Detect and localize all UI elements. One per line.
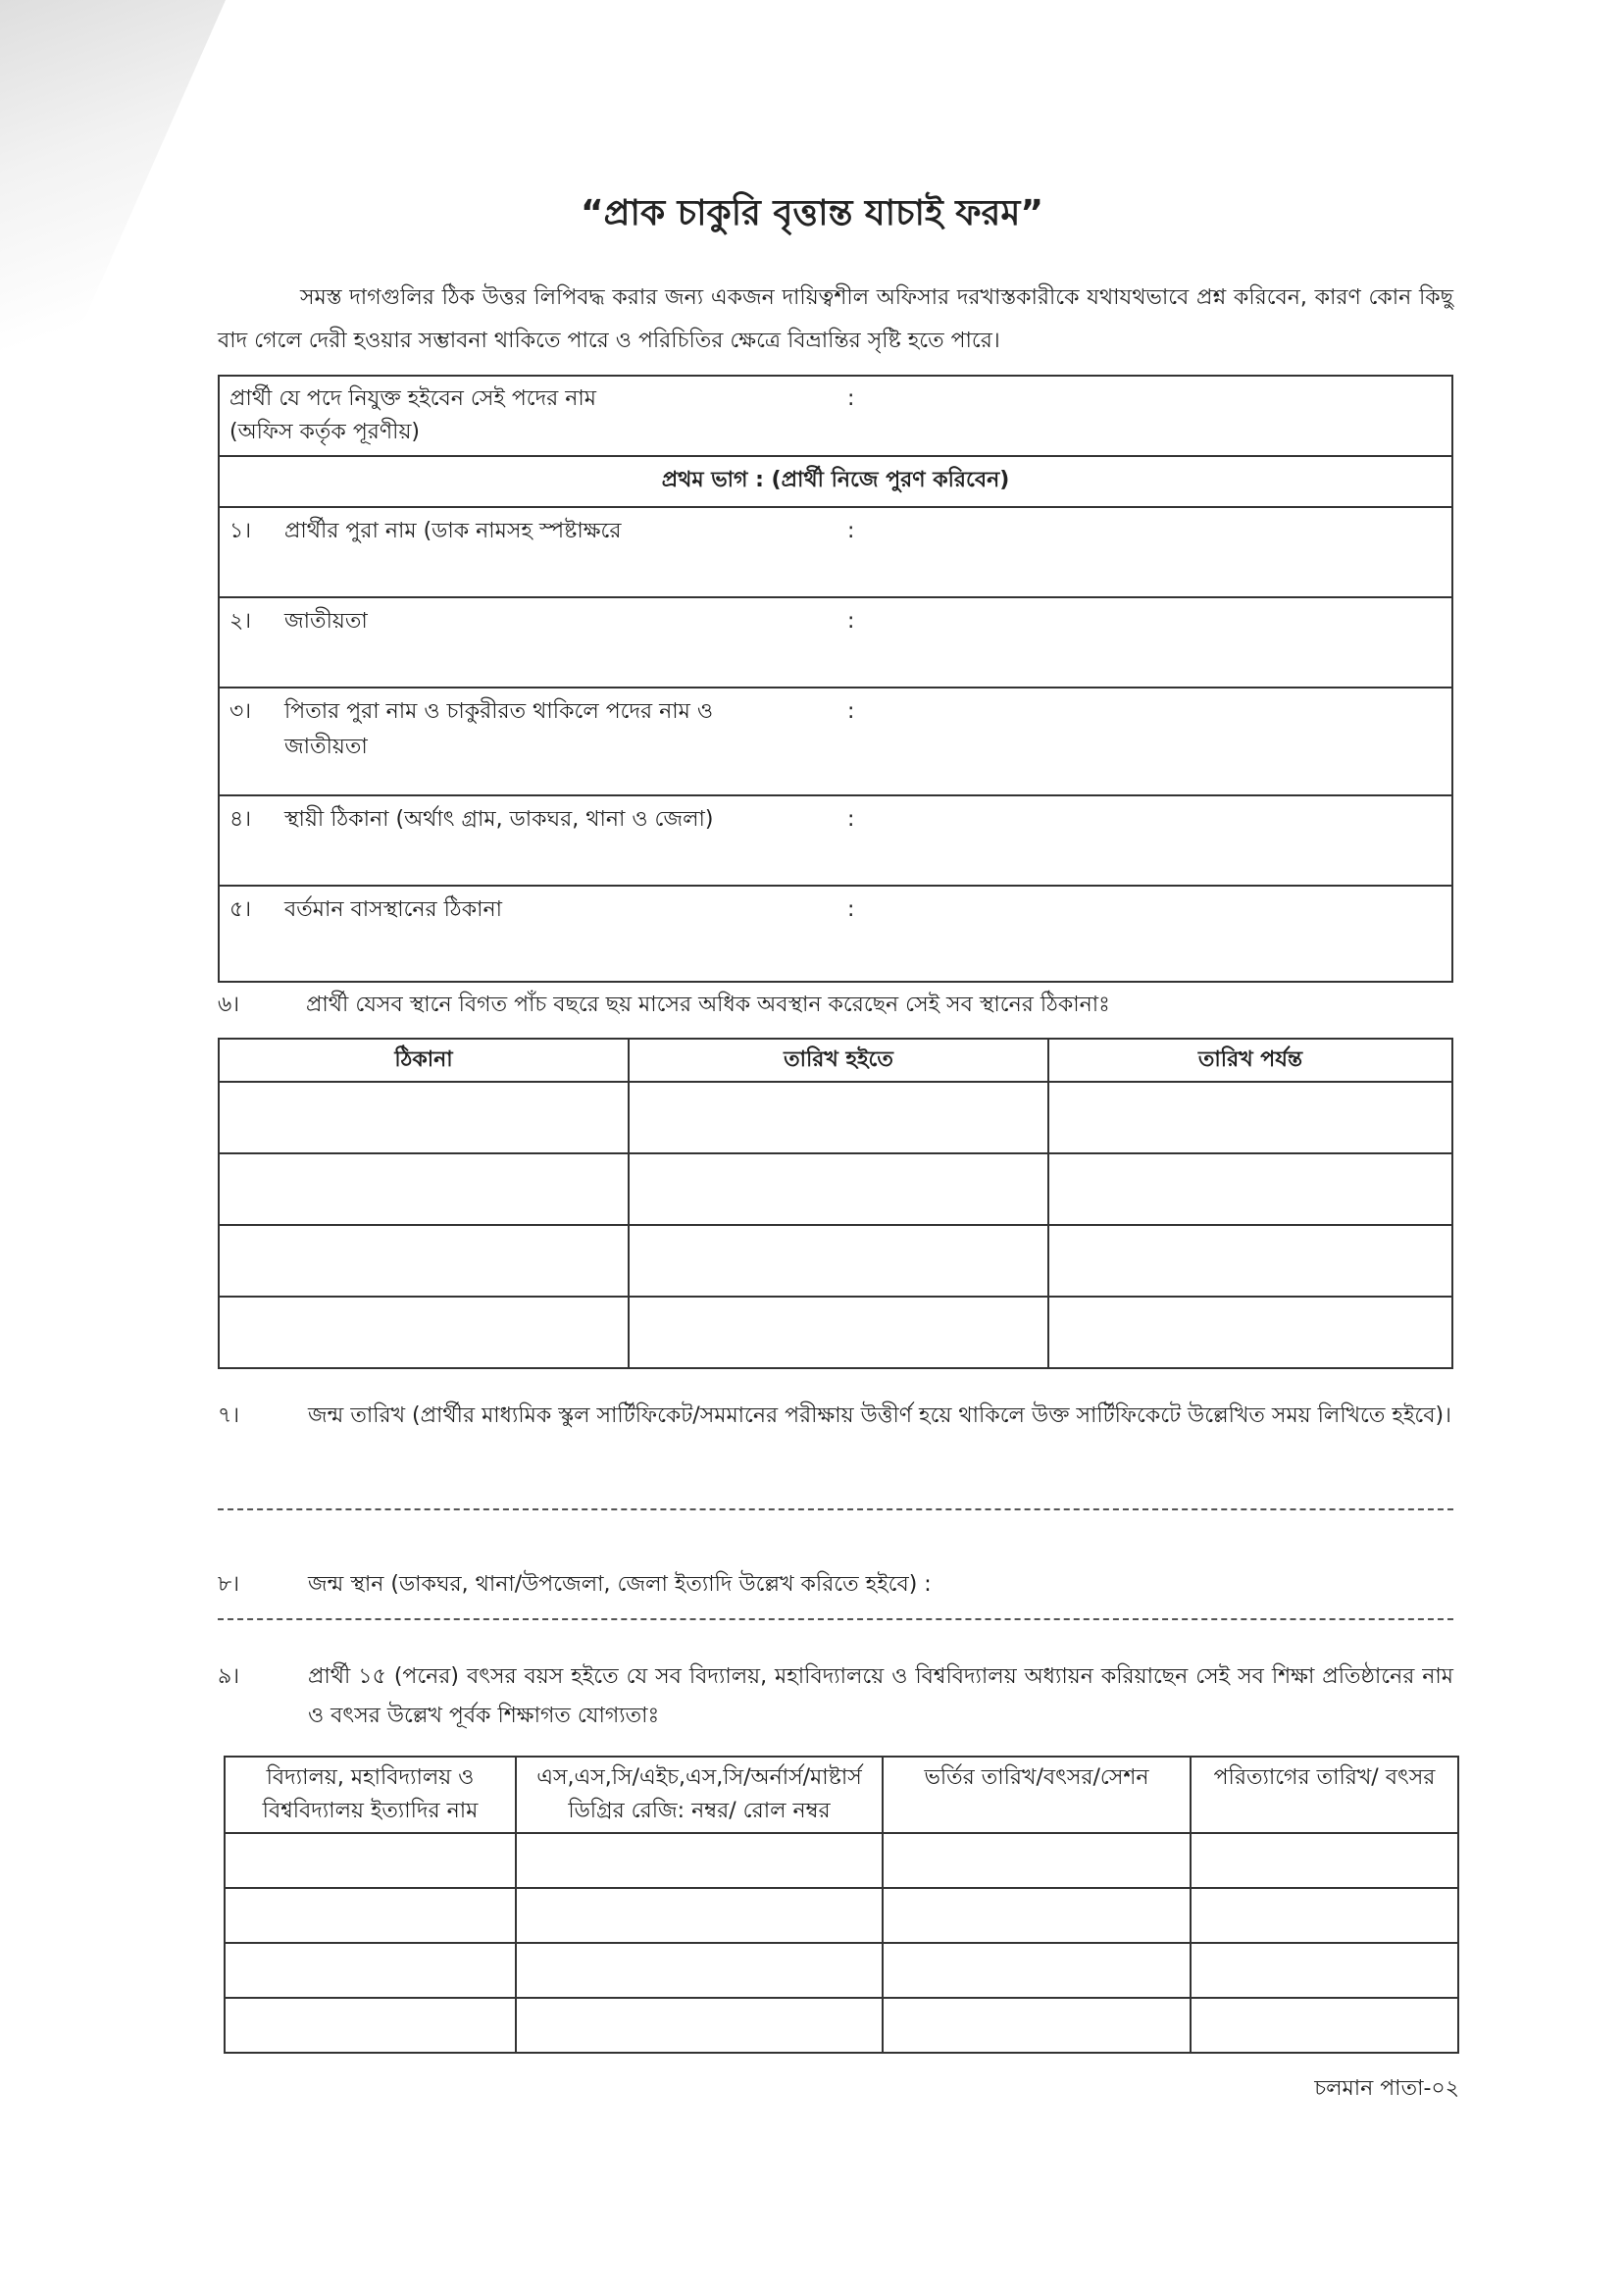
- birth-place-answer-line[interactable]: [218, 1618, 1453, 1620]
- birth-date-answer-line[interactable]: [218, 1508, 1453, 1510]
- leaving-date-cell[interactable]: [1191, 1888, 1458, 1943]
- item-number: ২।: [229, 609, 252, 634]
- date-from-cell[interactable]: [629, 1297, 1048, 1368]
- item-label: পিতার পুরা নাম ও চাকুরীরত থাকিলে পদের নাম ও জাতীয়তা: [284, 699, 714, 759]
- registration-cell[interactable]: [516, 1943, 883, 1998]
- date-to-cell[interactable]: [1048, 1297, 1452, 1368]
- table-row: [219, 1297, 1452, 1368]
- post-colon: :: [847, 386, 855, 411]
- post-label: প্রার্থী যে পদে নিযুক্ত হইবেন সেই পদের নাম: [229, 386, 596, 411]
- section-heading: প্রথম ভাগ : (প্রার্থী নিজে পুরণ করিবেন): [219, 456, 1452, 507]
- item-5-cell[interactable]: [219, 886, 1452, 982]
- page-fold-shadow: [0, 0, 226, 510]
- institution-cell[interactable]: [225, 1943, 516, 1998]
- registration-cell[interactable]: [516, 1888, 883, 1943]
- item-colon: :: [847, 519, 855, 543]
- question-number: ৭।: [218, 1403, 240, 1428]
- item-1-cell[interactable]: [219, 507, 1452, 597]
- item-colon: :: [847, 897, 855, 922]
- item-2-cell[interactable]: [219, 597, 1452, 688]
- item-number: ৫।: [229, 897, 252, 922]
- item-row: [219, 507, 1452, 597]
- item-3-cell[interactable]: [219, 688, 1452, 795]
- question-number: ৯।: [218, 1664, 240, 1689]
- item-colon: :: [847, 807, 855, 832]
- institution-cell[interactable]: [225, 1888, 516, 1943]
- date-from-cell[interactable]: [629, 1225, 1048, 1297]
- question-text: প্রার্থী ১৫ (পনের) বৎসর বয়স হইতে যে সব বিদ্যালয়, মহাবিদ্যালয়ে ও বিশ্ববিদ্যালয় অধ্যায়ন করিয়াছেন সেই সব শিক্ষা প্রতিষ্ঠানের নাম ও বৎসর উল্লেখ পূর্বক শিক্ষাগত যোগ্যতাঃ: [308, 1664, 1453, 1728]
- address-history-table: [218, 1038, 1453, 1369]
- institution-column-header: বিদ্যালয়, মহাবিদ্যালয় ও বিশ্ববিদ্যালয় ইত্যাদির নাম: [225, 1757, 516, 1833]
- table-row: [225, 1943, 1458, 1998]
- item-label: প্রার্থীর পুরা নাম (ডাক নামসহ স্পষ্টাক্ষরে: [284, 519, 622, 543]
- form-title: “প্রাক চাকুরি বৃত্তান্ত যাচাই ফরম”: [580, 193, 1043, 233]
- address-cell[interactable]: [219, 1082, 629, 1153]
- date-to-cell[interactable]: [1048, 1082, 1452, 1153]
- table-header-row: [219, 1039, 1452, 1082]
- table-row: [225, 1888, 1458, 1943]
- item-row: [219, 886, 1452, 982]
- item-row: [219, 597, 1452, 688]
- item-number: ৩।: [229, 699, 252, 724]
- table-row: [225, 1998, 1458, 2053]
- registration-column-header: এস,এস,সি/এইচ,এস,সি/অর্নার্স/মাষ্টার্স ডিগ্রির রেজি: নম্বর/ রোল নম্বর: [516, 1757, 883, 1833]
- admission-date-cell[interactable]: [883, 1888, 1191, 1943]
- question-number: ৮।: [218, 1572, 240, 1597]
- table-header-row: [225, 1757, 1458, 1833]
- question-text: জন্ম তারিখ (প্রার্থীর মাধ্যমিক স্কুল সার্টিফিকেট/সমমানের পরীক্ষায় উত্তীর্ণ হয়ে থাকিলে উক্ত সার্টিফিকেটে উল্লেখিত সময় লিখিতে হইবে)।: [308, 1403, 1451, 1428]
- date-to-column-header: তারিখ পর্যন্ত: [1048, 1039, 1452, 1082]
- date-to-cell[interactable]: [1048, 1153, 1452, 1225]
- item-label: জাতীয়তা: [284, 609, 368, 634]
- table-row: [219, 1153, 1452, 1225]
- date-to-cell[interactable]: [1048, 1225, 1452, 1297]
- leaving-date-column-header: পরিত্যাগের তারিখ/ বৎসর: [1191, 1757, 1458, 1833]
- item-number: ৪।: [229, 807, 252, 832]
- applicant-info-table: [218, 375, 1453, 983]
- date-from-cell[interactable]: [629, 1082, 1048, 1153]
- admission-date-cell[interactable]: [883, 1833, 1191, 1888]
- question-6: [218, 986, 1453, 1025]
- item-label: স্থায়ী ঠিকানা (অর্থাৎ গ্রাম, ডাকঘর, থানা ও জেলা): [284, 807, 714, 832]
- question-text: প্রার্থী যেসব স্থানে বিগত পাঁচ বছরে ছয় মাসের অধিক অবস্থান করেছেন সেই সব স্থানের ঠিকানাঃ: [306, 993, 1110, 1017]
- item-colon: :: [847, 609, 855, 634]
- question-8: [218, 1565, 1453, 1605]
- question-text: জন্ম স্থান (ডাকঘর, থানা/উপজেলা, জেলা ইত্যাদি উল্লেখ করিতে হইবে) :: [308, 1572, 932, 1597]
- institution-cell[interactable]: [225, 1833, 516, 1888]
- table-row: [219, 1225, 1452, 1297]
- section-heading-row: [219, 456, 1452, 507]
- post-name-row: [219, 376, 1452, 456]
- item-colon: :: [847, 699, 855, 724]
- item-row: [219, 688, 1452, 795]
- page-footer: চলমান পাতা-০২: [1314, 2076, 1459, 2101]
- admission-date-cell[interactable]: [883, 1943, 1191, 1998]
- intro-paragraph: সমস্ত দাগগুলির ঠিক উত্তর লিপিবদ্ধ করার জন্য একজন দায়িত্বশীল অফিসার দরখাস্তকারীকে যথাযথভাবে প্রশ্ন করিবেন, কারণ কোন কিছু বাদ গেলে দেরী হওয়ার সম্ভাবনা থাকিতে পারে ও পরিচিতির ক্ষেত্রে বিভ্রান্তির সৃষ্টি হতে পারে।: [218, 285, 1453, 353]
- table-row: [219, 1082, 1452, 1153]
- address-cell[interactable]: [219, 1153, 629, 1225]
- admission-date-column-header: ভর্তির তারিখ/বৎসর/সেশন: [883, 1757, 1191, 1833]
- education-table: [224, 1756, 1459, 2054]
- question-9: [218, 1657, 1453, 1736]
- question-7: [218, 1397, 1453, 1436]
- item-number: ১।: [229, 519, 252, 543]
- item-row: [219, 795, 1452, 886]
- registration-cell[interactable]: [516, 1998, 883, 2053]
- leaving-date-cell[interactable]: [1191, 1833, 1458, 1888]
- leaving-date-cell[interactable]: [1191, 1943, 1458, 1998]
- address-cell[interactable]: [219, 1225, 629, 1297]
- question-number: ৬।: [218, 993, 240, 1017]
- address-cell[interactable]: [219, 1297, 629, 1368]
- admission-date-cell[interactable]: [883, 1998, 1191, 2053]
- date-from-column-header: তারিখ হইতে: [629, 1039, 1048, 1082]
- table-row: [225, 1833, 1458, 1888]
- date-from-cell[interactable]: [629, 1153, 1048, 1225]
- institution-cell[interactable]: [225, 1998, 516, 2053]
- registration-cell[interactable]: [516, 1833, 883, 1888]
- address-column-header: ঠিকানা: [219, 1039, 629, 1082]
- item-4-cell[interactable]: [219, 795, 1452, 886]
- post-label-note: (অফিস কর্তৃক পূরণীয়): [229, 420, 420, 444]
- item-label: বর্তমান বাসস্থানের ঠিকানা: [284, 897, 502, 922]
- leaving-date-cell[interactable]: [1191, 1998, 1458, 2053]
- post-name-cell[interactable]: [219, 376, 1452, 456]
